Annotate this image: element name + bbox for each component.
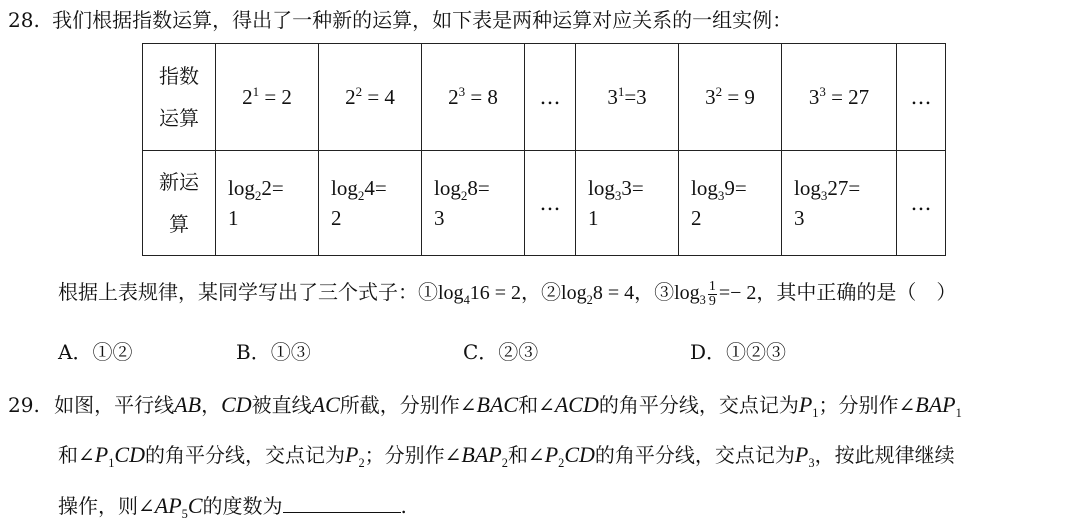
table-row-new-operation <box>143 151 946 256</box>
table-row-exponent <box>143 44 946 151</box>
table-cell: $3^3 = 27$ <box>782 44 897 151</box>
table-cell-ellipsis: … <box>525 44 576 151</box>
table-cell: $\log_39=$ 2 <box>679 151 782 256</box>
table-cell: $3^2 = 9$ <box>679 44 782 151</box>
table-cell-ellipsis: … <box>525 151 576 256</box>
q28-stem-line <box>8 8 792 32</box>
answer-blank[interactable] <box>283 492 401 513</box>
q29-line-1: 29. 如图，平行线AB，CD被直线AC所截，分别作∠BAC和∠ACD的角平分线，交点记为$P_1$；分别作$\angle BAP_1$ <box>8 392 962 420</box>
q28-stem: 我们根据指数运算，得出了一种新的运算，如下表是两种运算对应关系的一组实例： <box>52 8 793 32</box>
table-cell-ellipsis: … <box>897 151 946 256</box>
q29-line-2: 和$\angle P_1CD$的角平分线，交点记为$P_2$；分别作$\angle BAP_2$和$\angle P_2CD$的角平分线，交点记为$P_3$，按此规律继续 <box>58 442 955 470</box>
table-cell: $\log_28=$ 3 <box>422 151 525 256</box>
table-cell: $\log_24=$ 2 <box>319 151 422 256</box>
q29-line-3: 操作，则$\angle AP_5C$的度数为 . <box>58 493 407 521</box>
table-cell: $2^1 = 2$ <box>216 44 319 151</box>
q29-number: 29. <box>8 393 40 417</box>
table-header-exponent: 指数 运算 <box>143 44 216 151</box>
q28-table <box>142 43 946 256</box>
option-b[interactable]: B．①③ <box>236 340 311 364</box>
table-cell: $2^2 = 4$ <box>319 44 422 151</box>
table-cell: $\log_327=$ 3 <box>782 151 897 256</box>
option-d[interactable]: D．①②③ <box>690 340 787 364</box>
table-cell: $\log_22=$ 1 <box>216 151 319 256</box>
option-c[interactable]: C．②③ <box>463 340 539 364</box>
fraction: $\frac{1}{9}$ <box>708 279 716 309</box>
table-cell: $\log_33=$ 1 <box>576 151 679 256</box>
table-cell: $2^3 = 8$ <box>422 44 525 151</box>
q28-number: 28. <box>8 8 40 32</box>
table-cell: $3^1=3$ <box>576 44 679 151</box>
q28-question: 根据上表规律，某同学写出了三个式子：$①\log_416 = 2$，$②\log_28 = 4$，$③\log_3$ $\frac{1}{9}$ =− 2，其中正确的是（ ） <box>58 279 957 309</box>
table-header-new-operation: 新运 算 <box>143 151 216 256</box>
option-a[interactable]: A．①② <box>58 340 133 364</box>
table-cell-ellipsis: … <box>897 44 946 151</box>
